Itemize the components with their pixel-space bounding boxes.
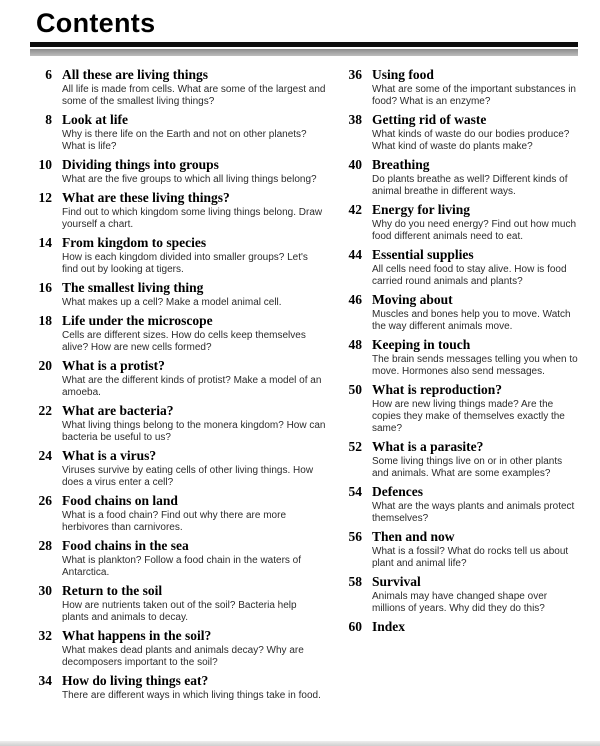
entry-title: Food chains on land [62,493,178,508]
contents-entry [340,248,578,288]
header-rule [30,42,578,47]
contents-entry [340,338,578,378]
entry-title: Then and now [372,529,455,544]
page-number: 30 [38,583,52,598]
entry-body [372,68,578,108]
entry-description: Why do you need energy? Find out how much food different animals need to eat. [372,219,577,242]
entry-body [62,539,326,579]
entry-description: What are some of the important substances in food? What is an enzyme? [372,84,576,107]
page-number: 40 [348,157,362,172]
entry-title: Moving about [372,292,453,307]
contents-entry [30,674,326,702]
contents-column-right [340,68,578,707]
entry-title: Keeping in touch [372,337,471,352]
contents-entry [30,68,326,108]
entry-description: Cells are different sizes. How do cells keep themselves alive? How are new cells formed? [62,330,306,353]
page-number: 10 [38,157,52,172]
entry-body [372,530,578,570]
entry-title: What is a parasite? [372,439,484,454]
contents-entry [30,113,326,153]
entry-body [62,68,326,108]
contents-entry [340,575,578,615]
entry-title: Defences [372,484,423,499]
page-number: 56 [348,529,362,544]
entry-body [62,281,326,309]
page-number: 6 [45,67,52,82]
entry-title: What is a protist? [62,358,165,373]
page-number: 46 [348,292,362,307]
entry-title: Survival [372,574,421,589]
contents-entry [340,68,578,108]
contents-entry [30,584,326,624]
entry-body [62,674,326,702]
contents-entry [30,449,326,489]
entry-description: Animals may have changed shape over millions of years. Why did they do this? [372,591,548,614]
contents-entry [30,281,326,309]
entry-title: Essential supplies [372,247,474,262]
entry-title: What is a virus? [62,448,157,463]
entry-title: Using food [372,67,434,82]
page-number: 28 [38,538,52,553]
entry-description: What are the ways plants and animals protect themselves? [372,501,575,524]
page-number: 34 [38,673,52,688]
page-number: 58 [348,574,362,589]
contents-entry [340,485,578,525]
entry-description: What kinds of waste do our bodies produce? What kind of waste do plants make? [372,129,570,152]
entry-description: All cells need food to stay alive. How is food carried round animals and plants? [372,264,567,287]
entry-title: What are these living things? [62,190,230,205]
entry-title: Return to the soil [62,583,163,598]
contents-columns [30,68,578,707]
entry-description: Some living things live on or in other plants and animals. What are some examples? [372,456,563,479]
page-title: Contents [36,8,156,38]
entry-description: What is a food chain? Find out why there are more herbivores than carnivores. [62,510,287,533]
entry-body [62,158,326,186]
entry-description: Why is there life on the Earth and not on other planets? What is life? [62,129,307,152]
contents-entry [30,629,326,669]
entry-body [372,248,578,288]
page-number: 32 [38,628,52,643]
entry-body [372,620,578,636]
page-number: 48 [348,337,362,352]
page-number: 12 [38,190,52,205]
contents-column-left [30,68,326,707]
entry-title: From kingdom to species [62,235,207,250]
contents-entry [340,113,578,153]
entry-description: How are nutrients taken out of the soil? Bacteria help plants and animals to decay. [62,600,297,623]
page-number: 22 [38,403,52,418]
contents-entry [30,404,326,444]
contents-entry [30,191,326,231]
contents-entry [340,383,578,435]
contents-entry [340,293,578,333]
entry-title: Dividing things into groups [62,157,219,172]
entry-title: Index [372,619,406,634]
entry-title: What happens in the soil? [62,628,212,643]
page-bottom-edge [0,741,600,746]
entry-title: Life under the microscope [62,313,213,328]
page-number: 8 [45,112,52,127]
entry-body [372,158,578,198]
entry-body [62,191,326,231]
entry-body [372,293,578,333]
entry-body [62,404,326,444]
entry-title: Energy for living [372,202,471,217]
entry-description: Find out to which kingdom some living things belong. Draw yourself a chart. [62,207,323,230]
entry-description: What are the five groups to which all living things belong? [62,174,317,185]
entry-body [62,314,326,354]
page-number: 52 [348,439,362,454]
entry-title: Look at life [62,112,128,127]
entry-body [62,629,326,669]
entry-body [62,359,326,399]
contents-entry [340,440,578,480]
entry-body [62,113,326,153]
entry-body [62,449,326,489]
page-number: 26 [38,493,52,508]
entry-body [372,575,578,615]
entry-description: Viruses survive by eating cells of other living things. How does a virus enter a cell? [62,465,314,488]
header-shadow-bar [30,49,578,56]
entry-description: What makes dead plants and animals decay? Why are decomposers important to the soil? [62,645,304,668]
entry-description: The brain sends messages telling you when to move. Hormones also send messages. [372,354,578,377]
entry-description: What are the different kinds of protist? Make a model of an amoeba. [62,375,322,398]
entry-body [372,383,578,435]
entry-description: How is each kingdom divided into smaller groups? Let's find out by looking at tigers. [62,252,308,275]
contents-entry [340,530,578,570]
entry-description: Do plants breathe as well? Different kinds of animal breathe in different ways. [372,174,568,197]
entry-body [62,584,326,624]
entry-description: All life is made from cells. What are some of the largest and some of the smallest living things? [62,84,326,107]
entry-body [372,203,578,243]
entry-title: Breathing [372,157,430,172]
contents-entry [30,314,326,354]
entry-body [372,485,578,525]
entry-title: The smallest living thing [62,280,204,295]
entry-description: There are different ways in which living things take in food. [62,690,321,701]
entry-description: What living things belong to the monera kingdom? How can bacteria be useful to us? [62,420,326,443]
entry-description: What makes up a cell? Make a model animal cell. [62,297,282,308]
entry-body [62,494,326,534]
entry-title: What is reproduction? [372,382,503,397]
page-number: 44 [348,247,362,262]
entry-body [372,440,578,480]
page-number: 50 [348,382,362,397]
entry-title: All these are living things [62,67,209,82]
contents-entry [30,539,326,579]
entry-description: What is plankton? Follow a food chain in the waters of Antarctica. [62,555,302,578]
page-number: 60 [348,619,362,634]
contents-entry [340,203,578,243]
page-number: 16 [38,280,52,295]
page-number: 42 [348,202,362,217]
entry-title: Food chains in the sea [62,538,189,553]
page-number: 38 [348,112,362,127]
entry-title: How do living things eat? [62,673,209,688]
page-number: 18 [38,313,52,328]
contents-entry [30,158,326,186]
contents-entry [30,236,326,276]
contents-entry [340,620,578,636]
entry-title: What are bacteria? [62,403,174,418]
page-number: 24 [38,448,52,463]
page-number: 20 [38,358,52,373]
page-number: 14 [38,235,52,250]
page-number: 54 [348,484,362,499]
contents-entry [340,158,578,198]
contents-entry [30,494,326,534]
contents-entry [30,359,326,399]
entry-description: Muscles and bones help you to move. Watch the way different animals move. [372,309,571,332]
entry-body [62,236,326,276]
entry-description: What is a fossil? What do rocks tell us about plant and animal life? [372,546,569,569]
entry-body [372,113,578,153]
entry-body [372,338,578,378]
entry-description: How are new living things made? Are the copies they make of themselves exactly the same? [372,399,565,434]
entry-title: Getting rid of waste [372,112,487,127]
page-number: 36 [348,67,362,82]
